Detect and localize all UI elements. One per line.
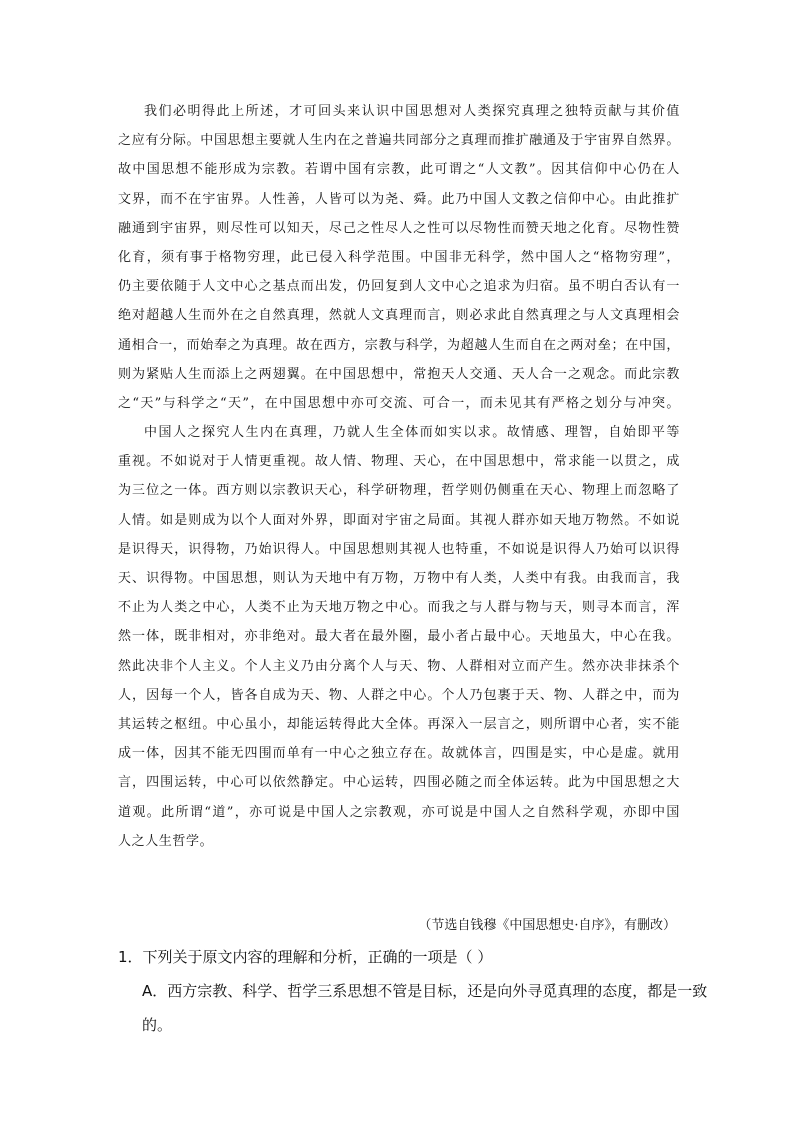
question-stem: 1．下列关于原文内容的理解和分析，正确的一项是（ ） xyxy=(118,948,493,966)
option-a-line: 的。 xyxy=(142,1016,173,1034)
passage-line: 人情。如是则成为以个人面对外界，即面对宇宙之局面。其视人群亦如天地万物然。不如说 xyxy=(118,512,680,528)
passage-line: 不止为人类之中心，人类不止为天地万物之中心。而我之与人群与物与天，则寻本而言，浑 xyxy=(118,600,680,616)
passage-line: 为三位之一体。西方则以宗教识天心，科学研物理，哲学则仍侧重在天心、物理上而忽略了 xyxy=(118,483,680,499)
reading-passage xyxy=(118,97,680,856)
passage-line: 中国人之探究人生内在真理，乃就人生全体而如实以求。故情感、理智，自始即平等 xyxy=(144,425,680,441)
passage-line: 通相合一，而始奉之为真理。故在西方，宗教与科学，为超越人生而自在之两对垒；在中国， xyxy=(118,337,680,353)
passage-line: 仍主要依随于人文中心之基点而出发，仍回复到人文中心之追求为归宿。虽不明白否认有一 xyxy=(118,279,680,295)
passage-line: 成一体，因其不能无四围而单有一中心之独立存在。故就体言，四围是实，中心是虚。就用 xyxy=(118,746,680,762)
passage-line: 之“天”与科学之“天”，在中国思想中亦可交流、可合一，而未见其有严格之划分与冲突。 xyxy=(118,395,680,411)
passage-line: 重视。不如说对于人情更重视。故人情、物理、天心，在中国思想中，常求能一以贯之，成 xyxy=(118,454,680,470)
source-citation: （节选自钱穆《中国思想史·自序》，有删改） xyxy=(418,918,676,933)
passage-line: 其运转之枢纽。中心虽小，却能运转得此大全体。再深入一层言之，则所谓中心者，实不能 xyxy=(118,716,680,732)
paragraph-2 xyxy=(118,418,680,856)
passage-line: 化育，须有事于格物穷理，此已侵入科学范围。中国非无科学，然中国人之“格物穷理”， xyxy=(118,249,680,265)
passage-line: 融通到宇宙界，则尽性可以知天，尽己之性尽人之性可以尽物性而赞天地之化育。尽物性赞 xyxy=(118,220,680,236)
option-a[interactable] xyxy=(118,974,708,1042)
option-a-line: A．西方宗教、科学、哲学三系思想不管是目标，还是向外寻觅真理的态度，都是一致 xyxy=(142,982,708,1000)
paragraph-1 xyxy=(118,97,680,418)
passage-line: 文界，而不在宇宙界。人性善，人皆可以为尧、舜。此乃中国人文教之信仰中心。由此推扩 xyxy=(118,191,680,207)
passage-line: 则为紧贴人生而添上之两翅翼。在中国思想中，常抱天人交通、天人合一之观念。而此宗教 xyxy=(118,366,680,382)
question-1 xyxy=(118,940,708,1042)
passage-line: 之应有分际。中国思想主要就人生内在之普遍共同部分之真理而推扩融通及于宇宙界自然界。 xyxy=(118,133,680,149)
passage-line: 道观。此所谓“道”，亦可说是中国人之宗教观，亦可说是中国人之自然科学观，亦即中国 xyxy=(118,804,680,820)
passage-line: 人，因每一个人，皆各自成为天、物、人群之中心。个人乃包裹于天、物、人群之中，而为 xyxy=(118,687,680,703)
passage-line: 我们必明得此上所述，才可回头来认识中国思想对人类探究真理之独特贡献与其价值 xyxy=(144,104,680,119)
passage-line: 人之人生哲学。 xyxy=(118,833,214,849)
passage-line: 绝对超越人生而外在之自然真理，然就人文真理而言，则必求此自然真理之与人文真理相会 xyxy=(118,308,680,324)
passage-line: 天、识得物。中国思想，则认为天地中有万物，万物中有人类，人类中有我。由我而言，我 xyxy=(118,571,680,586)
passage-line: 然一体，既非相对，亦非绝对。最大者在最外圈，最小者占最中心。天地虽大，中心在我。 xyxy=(118,629,680,645)
passage-line: 然此决非个人主义。个人主义乃由分离个人与天、物、人群相对立而产生。然亦决非抹杀个 xyxy=(118,658,680,674)
passage-line: 言，四围运转，中心可以依然静定。中心运转，四围必随之而全体运转。此为中国思想之大 xyxy=(118,775,680,791)
passage-line: 故中国思想不能形成为宗教。若谓中国有宗教，此可谓之“人文教”。因其信仰中心仍在人 xyxy=(118,162,680,178)
passage-line: 是识得天，识得物，乃始识得人。中国思想则其视人也特重，不如说是识得人乃始可以识得 xyxy=(118,541,680,557)
